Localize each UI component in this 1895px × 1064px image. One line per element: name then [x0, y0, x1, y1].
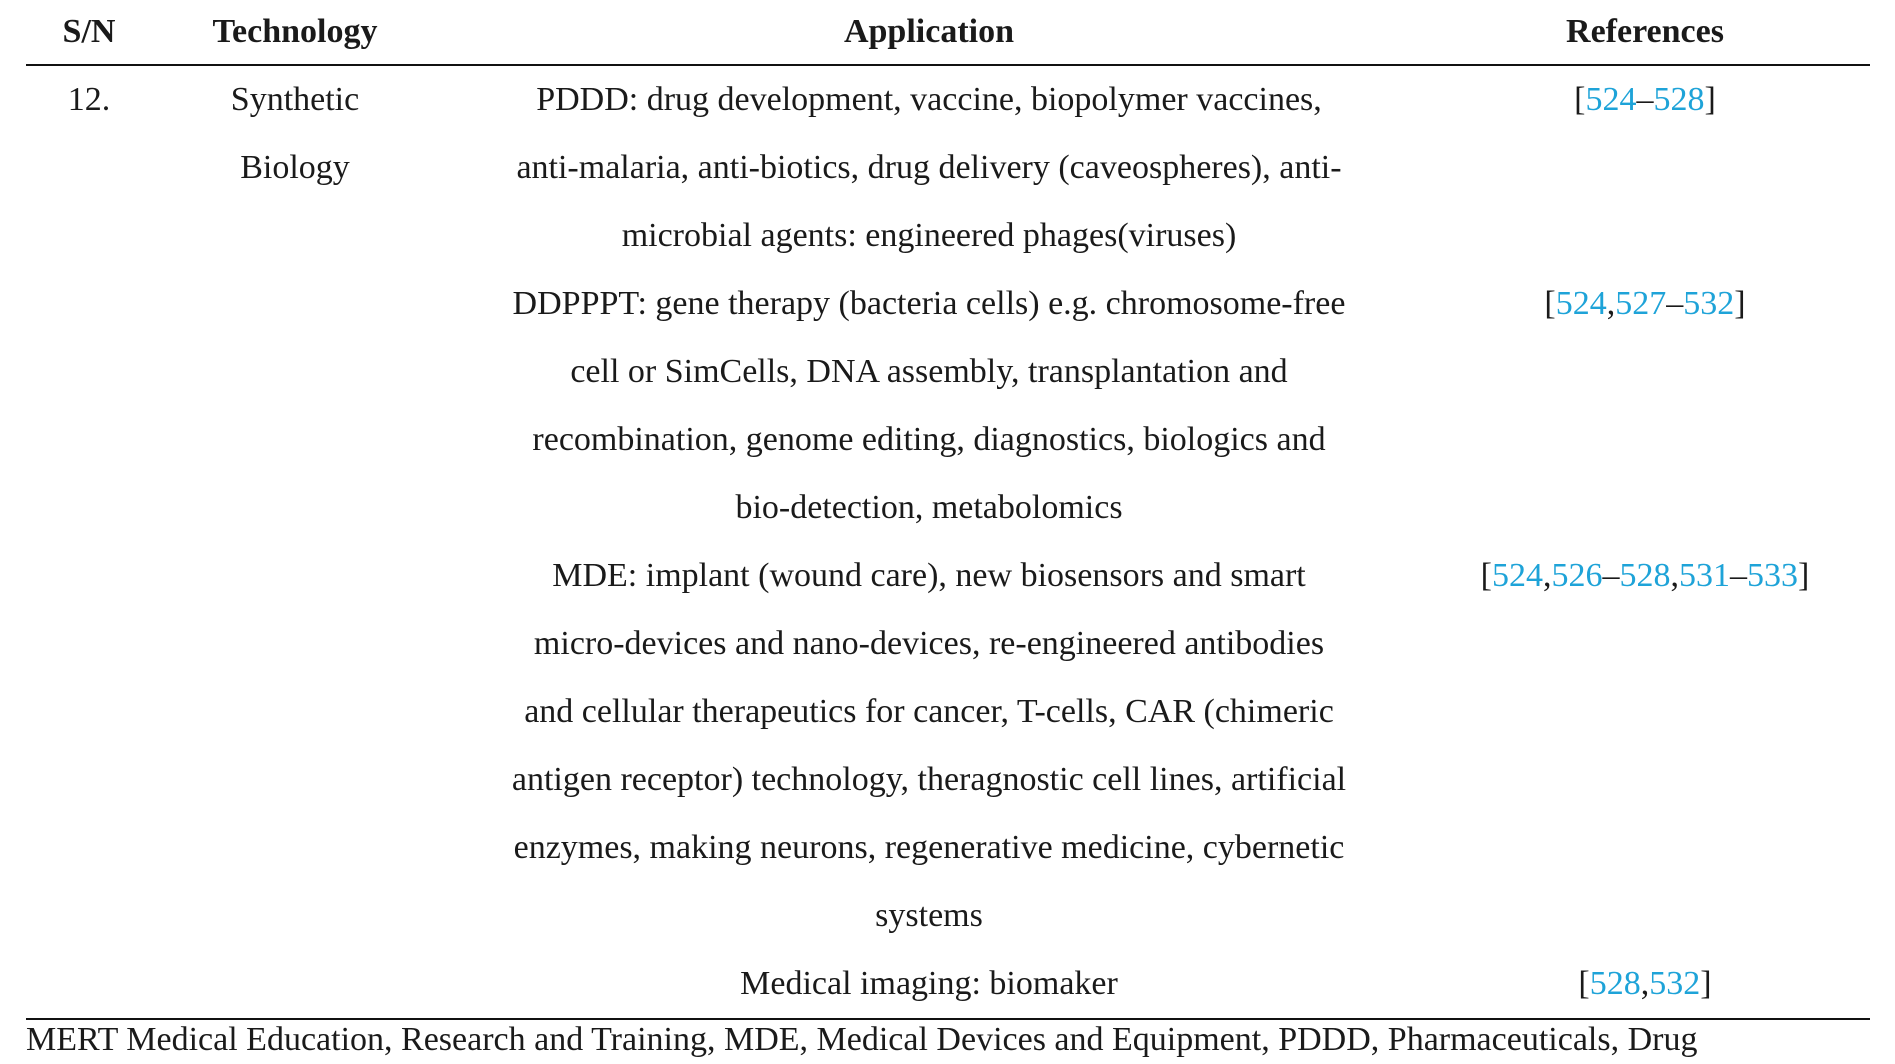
ref-bracket-open: [ [1574, 81, 1586, 118]
cell-technology [152, 65, 438, 270]
ref-link[interactable]: 524 [1585, 81, 1637, 118]
technology-line: Biology [240, 149, 350, 186]
application-line: antigen receptor) technology, theragnostic cell lines, artificial [511, 761, 1347, 798]
ref-link[interactable]: 527 [1615, 285, 1667, 322]
cell-technology-empty [152, 950, 438, 1019]
ref-separator: , [1543, 557, 1552, 594]
ref-link[interactable]: 524 [1555, 285, 1607, 322]
cell-sn-empty [26, 270, 152, 542]
application-line: systems [875, 897, 983, 934]
ref-bracket-close: ] [1798, 557, 1810, 594]
application-line: anti-malaria, anti-biotics, drug delivery (caveospheres), anti- [516, 149, 1342, 186]
ref-bracket-open: [ [1578, 965, 1590, 1002]
ref-bracket-close: ] [1704, 81, 1716, 118]
ref-bracket-close: ] [1700, 965, 1712, 1002]
application-line: bio-detection, metabolomics [735, 489, 1123, 526]
ref-separator: , [1606, 285, 1616, 322]
cell-application [438, 542, 1420, 950]
cell-references [1420, 270, 1870, 542]
ref-link[interactable]: 528 [1619, 557, 1671, 594]
ref-link[interactable]: 526 [1551, 557, 1603, 594]
ref-separator: – [1602, 557, 1620, 594]
cell-references [1420, 65, 1870, 270]
application-line: enzymes, making neurons, regenerative medicine, cybernetic [513, 829, 1345, 866]
sn-value: 12. [67, 81, 111, 118]
cell-application [438, 65, 1420, 270]
ref-separator: – [1636, 81, 1654, 118]
table-header-row [26, 0, 1870, 65]
cell-technology-empty [152, 542, 438, 950]
ref-separator: – [1666, 285, 1684, 322]
ref-link[interactable]: 532 [1649, 965, 1701, 1002]
table-row [26, 542, 1870, 950]
application-line: MDE: implant (wound care), new biosensors and smart [552, 557, 1306, 594]
cell-references [1420, 542, 1870, 950]
table-row [26, 270, 1870, 542]
cell-sn-empty [26, 950, 152, 1019]
cell-application [438, 950, 1420, 1019]
application-line: micro-devices and nano-devices, re-engineered antibodies [533, 625, 1325, 662]
header-sn: S/N [26, 0, 152, 65]
cell-application [438, 270, 1420, 542]
table-container [26, 0, 1870, 1020]
technology-application-table [26, 0, 1870, 1020]
ref-separator: , [1670, 557, 1679, 594]
ref-link[interactable]: 528 [1589, 965, 1641, 1002]
ref-link[interactable]: 533 [1747, 557, 1798, 594]
cell-references [1420, 950, 1870, 1019]
cell-sn [26, 65, 152, 270]
header-technology: Technology [152, 0, 438, 65]
ref-link[interactable]: 528 [1653, 81, 1705, 118]
cell-technology-empty [152, 270, 438, 542]
application-line: and cellular therapeutics for cancer, T-cells, CAR (chimeric [524, 693, 1334, 730]
ref-link[interactable]: 532 [1683, 285, 1735, 322]
header-references: References [1420, 0, 1870, 65]
application-line: PDDD: drug development, vaccine, biopolymer vaccines, [536, 81, 1322, 118]
application-line: DDPPPT: gene therapy (bacteria cells) e.g. chromosome-free [512, 285, 1346, 322]
header-application: Application [438, 0, 1420, 65]
application-line: microbial agents: engineered phages(viruses) [621, 217, 1237, 254]
ref-link[interactable]: 531 [1679, 557, 1730, 594]
ref-bracket-open: [ [1480, 557, 1492, 594]
ref-separator: , [1640, 965, 1650, 1002]
application-line: Medical imaging: biomaker [740, 965, 1118, 1002]
ref-bracket-open: [ [1544, 285, 1556, 322]
table-footnote: MERT Medical Education, Research and Training, MDE, Medical Devices and Equipment, PDDD, Pharmaceuticals, Drug [26, 1021, 1698, 1058]
technology-line: Synthetic [230, 81, 360, 118]
application-line: cell or SimCells, DNA assembly, transplantation and [570, 353, 1288, 390]
ref-separator: – [1730, 557, 1747, 594]
ref-bracket-close: ] [1734, 285, 1746, 322]
application-line: recombination, genome editing, diagnostics, biologics and [532, 421, 1326, 458]
table-row [26, 65, 1870, 270]
table-row [26, 950, 1870, 1019]
ref-link[interactable]: 524 [1492, 557, 1543, 594]
cell-sn-empty [26, 542, 152, 950]
